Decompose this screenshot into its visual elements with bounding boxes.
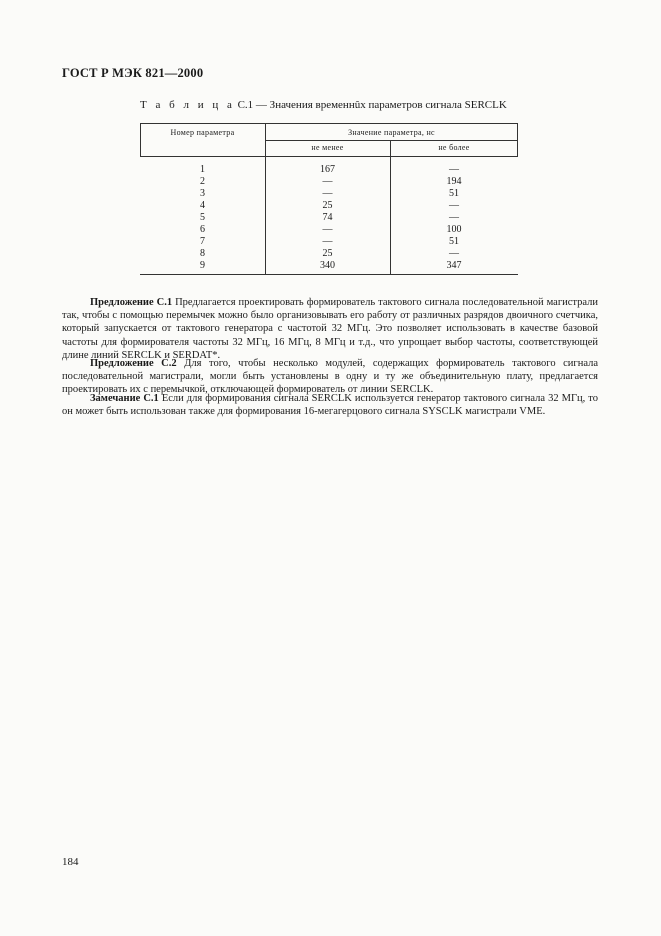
table-cell: 194 bbox=[446, 176, 462, 187]
paragraph-lead: Замечание С.1 bbox=[90, 393, 159, 404]
table-cell: — bbox=[322, 224, 333, 235]
table-cell: — bbox=[322, 188, 333, 199]
parameters-table bbox=[140, 123, 518, 275]
table-cell: 51 bbox=[449, 236, 459, 247]
table-cell: 100 bbox=[446, 224, 462, 235]
paragraph-text: Если для формирования сигнала SERCLK используется генератор тактового сигнала 32 МГц, то он может быть использован также для формирования 16-мегагерцового сигнала SYSCLK магистрали VME. bbox=[62, 393, 598, 418]
table-cell: 7 bbox=[200, 236, 205, 247]
paragraph-text: Для того, чтобы несколько модулей, содержащих формирователь тактового сигнала последовательной магистрали, могли быть установлены в одну и ту же объединительную плату, предлагается проектировать их с перемычкой, отключающей формирователь от линии SERCLK. bbox=[62, 358, 598, 396]
table-header-divider bbox=[140, 156, 518, 157]
table-cell: 4 bbox=[200, 200, 205, 211]
table-cell: 51 bbox=[449, 188, 459, 199]
table-cell: 25 bbox=[322, 248, 333, 259]
table-cell: — bbox=[449, 164, 459, 175]
column-header-max: не более bbox=[438, 143, 470, 152]
paragraph-lead: Предложение С.1 bbox=[90, 297, 173, 308]
column-header-min: не менее bbox=[311, 143, 344, 152]
column-max-value bbox=[390, 164, 518, 272]
table-cell: — bbox=[322, 176, 333, 187]
table-cell: — bbox=[449, 200, 459, 211]
column-min-value bbox=[265, 164, 390, 272]
proposal-c1-paragraph bbox=[62, 296, 598, 362]
table-caption bbox=[140, 99, 507, 111]
table-cell: 167 bbox=[320, 164, 335, 175]
column-header-param: Номер параметра bbox=[170, 128, 235, 137]
table-border-bottom bbox=[140, 274, 518, 275]
table-cell: 5 bbox=[200, 212, 205, 223]
note-c1-paragraph bbox=[62, 392, 598, 418]
table-caption-text: С.1 — Значения временнûх параметров сигнала SERCLK bbox=[237, 99, 507, 111]
table-cell: — bbox=[449, 248, 459, 259]
page-number: 184 bbox=[62, 856, 79, 868]
table-cell: 2 bbox=[200, 176, 205, 187]
paragraph-text: Предлагается проектировать формирователь тактового сигнала последовательной магистрали так, чтобы с помощью перемычек можно было организовывать его работу от различных разрядов двоичного счетчика, который запускается от тактового генератора с частотой 32 МГц. Это позволяет использовать в качестве базовой частоты для формирователя частоты 32 МГц, 16 МГц, 8 МГц и т.д., что упрощает выбор частоты, соответствующей длине линий SERCLK и SERDAT*. bbox=[62, 297, 598, 361]
column-param-number bbox=[140, 164, 265, 272]
table-cell: 74 bbox=[322, 212, 333, 223]
table-subheader-divider bbox=[265, 140, 518, 141]
table-cell: 9 bbox=[200, 260, 205, 271]
table-cell: 340 bbox=[320, 260, 335, 271]
document-header: ГОСТ Р МЭК 821—2000 bbox=[62, 66, 204, 80]
proposal-c2-paragraph bbox=[62, 357, 598, 397]
table-cell: 1 bbox=[200, 164, 205, 175]
table-cell: — bbox=[322, 236, 333, 247]
paragraph-lead: Предложение С.2 bbox=[90, 358, 177, 369]
table-border-top bbox=[140, 123, 518, 124]
table-cell: — bbox=[449, 212, 459, 223]
table-cell: 25 bbox=[322, 200, 333, 211]
column-header-value: Значение параметра, нс bbox=[348, 128, 435, 137]
table-caption-label: Т а б л и ц а bbox=[140, 99, 235, 111]
table-cell: 8 bbox=[200, 248, 205, 259]
table-cell: 347 bbox=[446, 260, 462, 271]
table-cell: 3 bbox=[200, 188, 205, 199]
table-cell: 6 bbox=[200, 224, 205, 235]
